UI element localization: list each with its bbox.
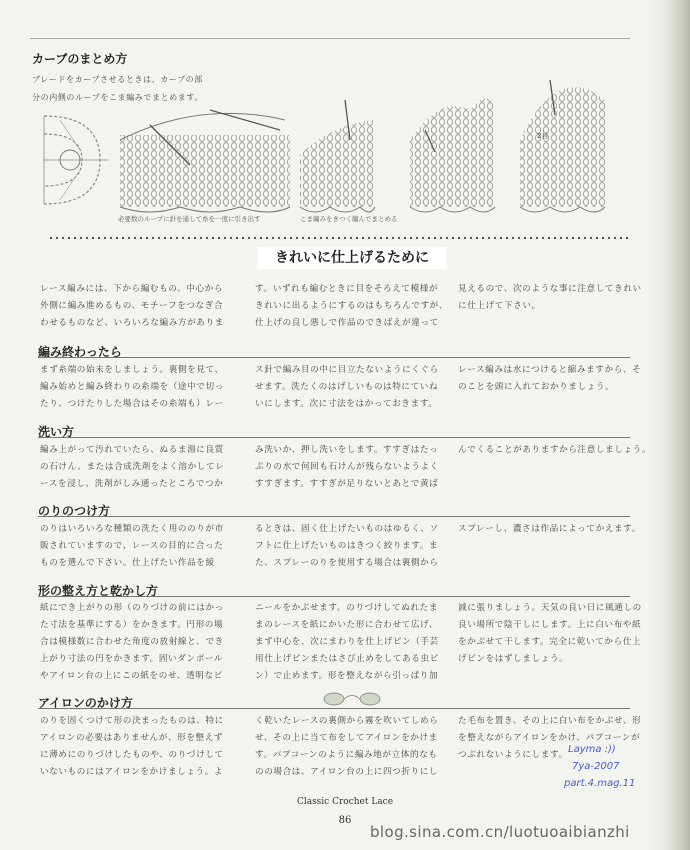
s1-col2: ス針で編み目の中に目立たないようにくぐら せます。洗たくのはげしいものは特にていね いにします。次に寸法をはかっておきます。 bbox=[255, 365, 439, 409]
s5-col1: のりを固くつけて形の決まったものは、特に アイロンの必要はありませんが、形を整えず に薄めにのりづけしたものや、のりづけして いないものにはアイロンをかけましょう。よ bbox=[40, 716, 224, 777]
s3-col3: スプレーし、濃さは作品によってかえます。 bbox=[458, 524, 641, 534]
diagram-pull-loops bbox=[120, 110, 290, 212]
s4-col2: ニールをかぶせます。のりづけしてぬれたま まのレースを紙にかいた形に合わせて広げ、 まず中心を、次にまわりを仕上げピン（手芸 用仕上げピンまたはさび止めをしてある虫ピ ン）で止めます。形を整えながら引っぱり加 bbox=[255, 603, 439, 681]
s3-col2: るときは、固く仕上げたいものはゆるく、ソ フトに仕上げたいものはきつく絞ります。ま た、スプレーのりを使用する場合は裏側から bbox=[255, 524, 439, 568]
intro-col3: 見えるので、次のような事に注意してきれい に仕上げて下さい。 bbox=[458, 284, 642, 311]
s5-col3: た毛布を置き、その上に白い布をかぶせ、形 を整えながらアイロンをかけ、パプコーンが つぶれないようにします。 bbox=[458, 716, 642, 760]
section-rule bbox=[38, 437, 630, 438]
s2-col1: 編み上がって汚れていたら、ぬるま湯に良質 の石けん、または合成洗剤をよく溶かしてレ ースを浸し、洗剤がしみ通ったところでつか bbox=[40, 445, 225, 489]
s5-col2: く乾いたレースの裏側から霧を吹いてしめら せ、その上に当て布をしてアイロンをかけま す。パプコーンのように編み地が立体的なも のの場合は、アイロン台の上に四つ折りにし bbox=[255, 716, 439, 777]
diagram-caption-1: 必要数のループに針を通して糸を一度に引き出す bbox=[118, 215, 261, 223]
banner-title: きれいに仕上げるために bbox=[275, 250, 429, 266]
dotted-divider bbox=[48, 236, 630, 240]
page-edge-shadow bbox=[650, 0, 690, 850]
curve-intro: ブレードをカーブさせるときは、カーブの部 分の内側のループをこま編みでまとめます。 bbox=[32, 75, 203, 102]
two-stitch-label: 2目 bbox=[537, 132, 549, 140]
diagram-tighten-3 bbox=[520, 80, 605, 212]
section-rule bbox=[38, 516, 630, 517]
watermark-line-1: Layma :)) bbox=[568, 744, 616, 755]
s2-col2: み洗いか、押し洗いをします。すすぎはたっ ぷりの水で何回も石けんが残らないようよく すすぎます。すすぎが足りないとあとで黄ば bbox=[255, 445, 439, 489]
s3-col1: のりはいろいろな種類の洗たく用ののりが市 販されていますので、レースの目的に合った ものを選んで下さい。仕上げたい作品を綾 bbox=[40, 524, 224, 568]
s4-col1: 紙にでき上がりの形（のりづけの前にはかっ た寸法を基準にする）をかきます。円形の場 合は模様数に合わせた角度の放射線と、でき 上がり寸法の円をかきます。固いダンボール やアイロン台の上にこの紙をのせ、透明なビ bbox=[40, 603, 224, 681]
diagram-tighten-2 bbox=[410, 99, 495, 212]
s1-col3: レース編みは水につけると縮みますから、そ のことを頭に入れておかりましょう。 bbox=[458, 365, 642, 392]
leaf-ornament-icon bbox=[318, 688, 388, 710]
diagram-caption-2: こま編みをきつく編んでまとめる bbox=[300, 215, 398, 223]
heading-ironing: アイロンのかけ方 bbox=[38, 696, 133, 710]
watermark-line-2: 7ya-2007 bbox=[572, 761, 620, 772]
footer-book-title: Classic Crochet Lace bbox=[296, 797, 394, 807]
s4-col3: 減に張りましょう。天気の良い日に風通しの 良い場所で陰干しにします。上に白い布や紙 をかぶせて干します。完全に乾いてから仕上 げピンをはずしましょう。 bbox=[458, 603, 642, 664]
watermark-line-3: part.4.mag.11 bbox=[564, 778, 636, 789]
s1-col1: まず糸端の始末をしましょう。裏側を見て、 編み始めと編み終わりの糸端を（途中で切っ たり、つけたりした場合はその糸端も）レー bbox=[40, 365, 224, 409]
heading-starching: のりのつけ方 bbox=[38, 504, 111, 518]
heading-shaping-drying: 形の整え方と乾かし方 bbox=[38, 584, 159, 598]
page-number: 86 bbox=[338, 815, 352, 826]
blog-url-watermark: blog.sina.com.cn/luotuoaibianzhi bbox=[370, 823, 630, 841]
section-rule bbox=[38, 357, 630, 358]
heading-after-finishing: 編み終わったら bbox=[38, 345, 122, 359]
diagram-tighten-1 bbox=[300, 100, 375, 212]
diagram-braid-arc bbox=[44, 116, 108, 204]
top-rule bbox=[30, 38, 630, 39]
heading-washing: 洗い方 bbox=[38, 425, 75, 439]
finishing-banner bbox=[258, 247, 446, 269]
s2-col3: んでくることがありますから注意しましょう。 bbox=[458, 445, 652, 455]
section-rule bbox=[38, 596, 630, 597]
curve-title: カーブのまとめ方 bbox=[32, 52, 128, 66]
intro-col2: す。いずれも編むときに目をそろえて模様が きれいに出るようにするのはもちろんですが、 仕上げの良し悪しで作品のできばえが違って bbox=[255, 284, 449, 328]
crochet-diagrams bbox=[30, 70, 650, 225]
intro-col1: レース編みには、下から編むもの、中心から 外側に編み進めるもの、モチーフをつなぎ合 わせるものなど、いろいろな編み方がありま bbox=[40, 284, 224, 328]
